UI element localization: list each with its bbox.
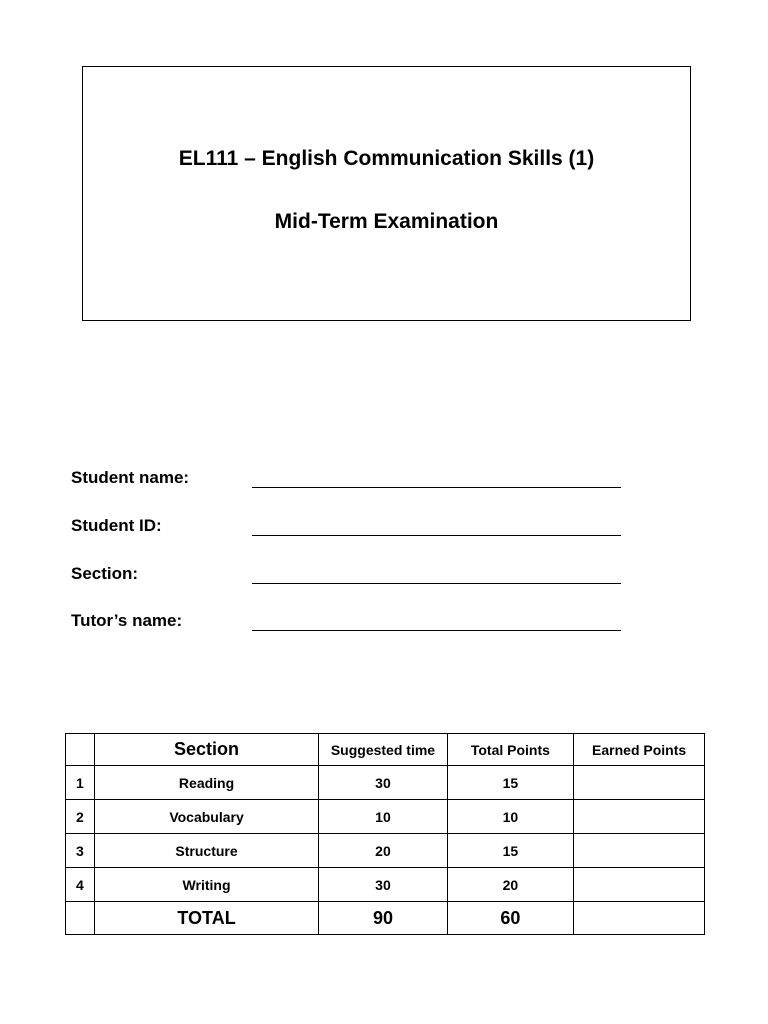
title-box bbox=[82, 66, 691, 321]
total-time: 90 bbox=[319, 902, 447, 935]
tutor-name-blank[interactable] bbox=[252, 630, 621, 631]
student-id-row bbox=[71, 516, 631, 540]
row-section: Vocabulary bbox=[94, 800, 319, 834]
row-earned[interactable] bbox=[574, 766, 705, 800]
header-earned-points: Earned Points bbox=[574, 734, 705, 766]
row-section: Structure bbox=[94, 834, 319, 868]
section-row bbox=[71, 564, 631, 588]
total-earned[interactable] bbox=[574, 902, 705, 935]
row-points: 15 bbox=[447, 766, 574, 800]
tutor-name-row bbox=[71, 611, 631, 635]
row-time: 20 bbox=[319, 834, 447, 868]
row-earned[interactable] bbox=[574, 868, 705, 902]
row-points: 10 bbox=[447, 800, 574, 834]
table-row bbox=[66, 834, 705, 868]
table-header-row bbox=[66, 734, 705, 766]
row-time: 30 bbox=[319, 868, 447, 902]
total-points: 60 bbox=[447, 902, 574, 935]
total-label: TOTAL bbox=[94, 902, 319, 935]
table-row bbox=[66, 868, 705, 902]
table-row bbox=[66, 766, 705, 800]
row-points: 15 bbox=[447, 834, 574, 868]
student-name-label: Student name: bbox=[71, 468, 190, 487]
student-id-label: Student ID: bbox=[71, 516, 162, 535]
score-table bbox=[65, 733, 705, 935]
course-title: EL111 – English Communication Skills (1) bbox=[178, 147, 595, 170]
student-id-blank[interactable] bbox=[252, 535, 621, 536]
total-num bbox=[66, 902, 95, 935]
header-total-points: Total Points bbox=[447, 734, 574, 766]
section-label: Section: bbox=[71, 564, 139, 583]
total-row bbox=[66, 902, 705, 935]
tutor-name-label: Tutor’s name: bbox=[71, 611, 183, 630]
row-earned[interactable] bbox=[574, 834, 705, 868]
section-blank[interactable] bbox=[252, 583, 621, 584]
row-section: Writing bbox=[94, 868, 319, 902]
student-name-blank[interactable] bbox=[252, 487, 621, 488]
table-row bbox=[66, 800, 705, 834]
header-suggested-time: Suggested time bbox=[319, 734, 447, 766]
row-num: 4 bbox=[66, 868, 95, 902]
header-section: Section bbox=[94, 734, 319, 766]
row-num: 3 bbox=[66, 834, 95, 868]
row-time: 10 bbox=[319, 800, 447, 834]
row-earned[interactable] bbox=[574, 800, 705, 834]
row-num: 2 bbox=[66, 800, 95, 834]
row-section: Reading bbox=[94, 766, 319, 800]
row-num: 1 bbox=[66, 766, 95, 800]
header-num bbox=[66, 734, 95, 766]
student-name-row bbox=[71, 468, 631, 492]
row-points: 20 bbox=[447, 868, 574, 902]
row-time: 30 bbox=[319, 766, 447, 800]
exam-title: Mid-Term Examination bbox=[274, 210, 499, 233]
